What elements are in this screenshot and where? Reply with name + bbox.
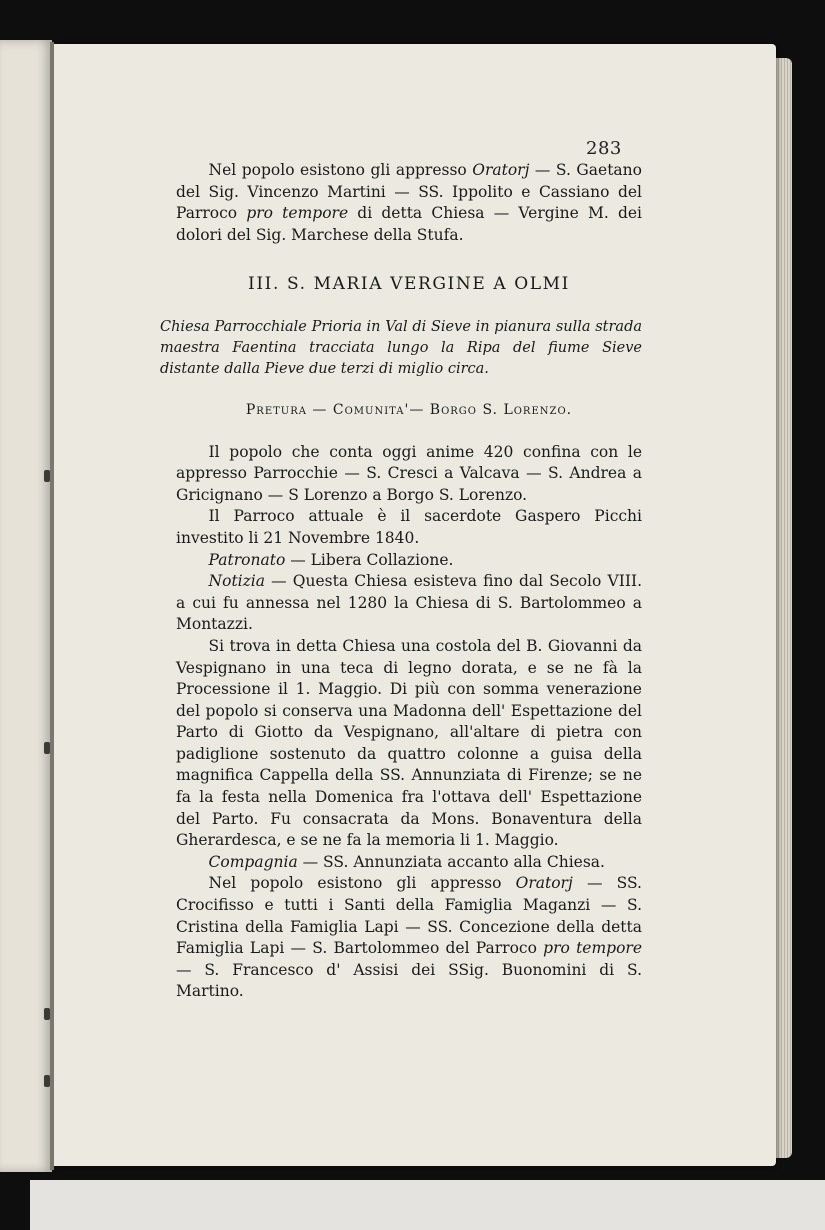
italic-term: Oratorj	[515, 874, 573, 893]
oratorj-paragraph-2	[176, 873, 642, 1003]
binding-stitch	[44, 1075, 50, 1087]
popolo-paragraph: Il popolo che conta oggi anime 420 confina con le appresso Parrocchie — S. Cresci a Valcava — S. Andrea a Gricignano — S Lorenzo a Borgo S. Lorenzo.	[176, 442, 642, 504]
compagnia-paragraph	[176, 852, 642, 874]
italic-term: Oratorj	[472, 161, 530, 179]
binding-stitch	[44, 742, 50, 754]
page-number: 283	[586, 138, 622, 159]
italic-term: pro tempore	[543, 939, 642, 958]
section-heading: III. S. MARIA VERGINE A OLMI	[248, 274, 570, 295]
text-run: Nel popolo esistono gli appresso	[208, 874, 516, 893]
text-run: di detta Chiesa — Vergine M. dei dolori del Sig. Marchese della Stufa.	[176, 204, 642, 244]
text-run: — S. Francesco d' Assisi dei SSig. Buonomini di S. Martino.	[176, 960, 642, 1001]
costola-paragraph: Si trova in detta Chiesa una costola del B. Giovanni da Vespignano in una teca di legno dorata, e se ne fà la Processione il 1. Maggio. Di più con somma venerazione del popolo si conserva una Madonna dell' Espettazione del Parto di Giotto da Vespignano, all'altare di pietra con padiglione sostenuto da quattro colonne a guisa della magnifica Cappella della SS. Annunziata di Firenze; se ne fa la festa nella Domenica fra l'ottava dell' Espettazione del Parto. Fu consacrata da Mons. Bonaventura della Gherardesca, e se ne fa la memoria li 1. Maggio.	[176, 636, 642, 850]
book-gutter	[50, 42, 54, 1170]
page-text	[160, 160, 642, 1003]
jurisdiction-line: Pretura — Comunita'— Borgo S. Lorenzo.	[245, 401, 573, 418]
notizia-label: Notizia	[208, 572, 265, 591]
notizia-paragraph	[176, 571, 642, 636]
patronato-text: — Libera Collazione.	[285, 550, 454, 569]
church-description: Chiesa Parrocchiale Prioria in Val di Sieve in pianura sulla strada maestra Faentina tracciata lungo la Ripa del fiume Sieve distante dalla Pieve due terzi di miglio circa.	[160, 318, 642, 377]
notizia-text: — Questa Chiesa esisteva fino dal Secolo VIII. a cui fu annessa nel 1280 la Chiesa di S. Bartolommeo a Montazzi.	[176, 572, 642, 634]
compagnia-label: Compagnia	[208, 852, 298, 871]
left-page-edge	[0, 40, 52, 1172]
binding-stitch	[44, 470, 50, 482]
text-run: — SS. Crocifisso e tutti i Santi della Famiglia Maganzi — S. Cristina della Famiglia Lapi — SS. Concezione della detta Famiglia Lapi — S. Bartolommeo del Parroco	[176, 874, 642, 958]
patronato-paragraph	[176, 550, 642, 572]
oratorj-paragraph-1	[176, 160, 642, 246]
text-run: — S. Gaetano del Sig. Vincenzo Martini — SS. Ippolito e Cassiano del Parroco	[176, 161, 642, 223]
compagnia-text: — SS. Annunziata accanto alla Chiesa.	[297, 852, 605, 871]
italic-term: pro tempore	[246, 204, 349, 223]
surface-below-book	[30, 1180, 825, 1230]
binding-stitch	[44, 1008, 50, 1020]
parroco-paragraph: Il Parroco attuale è il sacerdote Gaspero Picchi investito li 21 Novembre 1840.	[176, 507, 642, 547]
patronato-label: Patronato	[208, 550, 286, 569]
text-run: Nel popolo esistono gli appresso	[208, 161, 473, 179]
